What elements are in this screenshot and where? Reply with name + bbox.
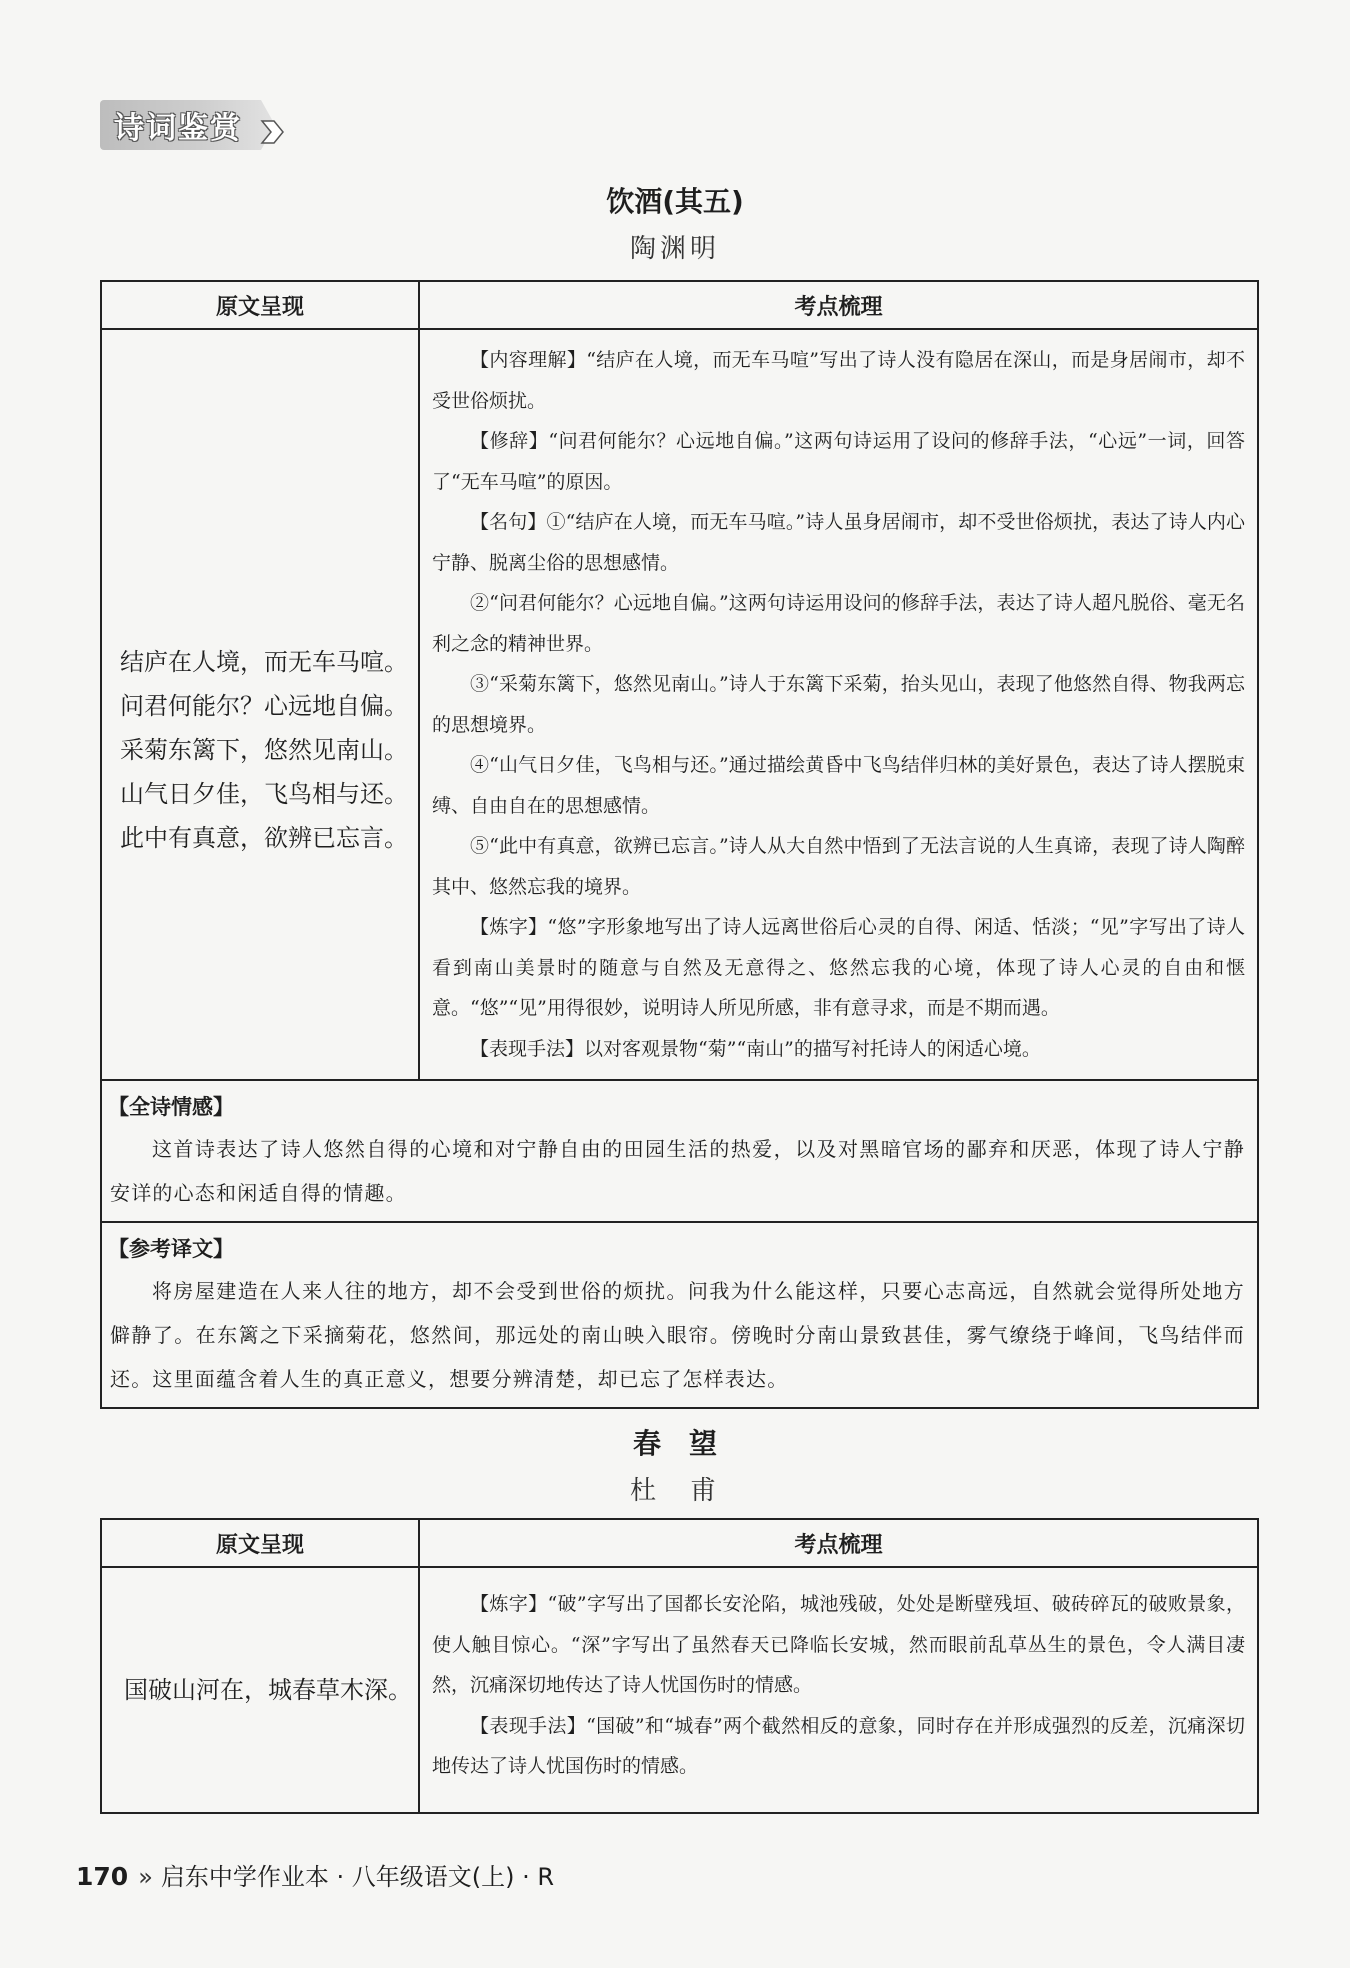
note-item xyxy=(432,583,1245,664)
poem1-table xyxy=(100,280,1259,1409)
note-tag: 【炼字】 xyxy=(470,1593,548,1615)
translation-text: 将房屋建造在人来人往的地方，却不会受到世俗的烦扰。问我为什么能这样，只要心志高远，自然就会觉得所处地方僻静了。在东篱之下采摘菊花，悠然间，那远处的南山映入眼帘。傍晚时分南山景致甚佳，雾气缭绕于峰间，飞鸟结伴而还。这里面蕴含着人生的真正意义，想要分辨清楚，却已忘了怎样表达。 xyxy=(110,1279,1245,1391)
chevron-right-icon xyxy=(258,118,286,146)
note-item xyxy=(432,907,1245,1029)
poem1-title: 饮酒(其五) xyxy=(606,185,744,218)
note-item xyxy=(432,340,1245,421)
note-text: ①“结庐在人境，而无车马喧。”诗人虽身居闹市，却不受世俗烦扰，表达了诗人内心宁静、脱离尘俗的思想感情。 xyxy=(432,511,1245,574)
note-text: “悠”字形象地写出了诗人远离世俗后心灵的自得、闲适、恬淡；“见”字写出了诗人看到南山美景时的随意与自然及无意得之、悠然忘我的心境，体现了诗人心灵的自由和惬意。“悠”“见”用得很妙，说明诗人所见所感，非有意寻求，而是不期而遇。 xyxy=(432,916,1245,1019)
emotion-text: 这首诗表达了诗人悠然自得的心境和对宁静自由的田园生活的热爱，以及对黑暗官场的鄙弃和厌恶，体现了诗人宁静安详的心态和闲适自得的情趣。 xyxy=(110,1137,1245,1205)
poem2-notes xyxy=(419,1567,1258,1813)
note-text: ②“问君何能尔？心远地自偏。”这两句诗运用设问的修辞手法，表达了诗人超凡脱俗、毫无名利之念的精神世界。 xyxy=(432,592,1245,655)
note-item xyxy=(432,421,1245,502)
note-item xyxy=(432,826,1245,907)
note-tag: 【表现手法】 xyxy=(470,1714,587,1737)
poem2-author: 杜 甫 xyxy=(629,1476,720,1506)
note-text: 以对客观景物“菊”“南山”的描写衬托诗人的闲适心境。 xyxy=(584,1037,1041,1060)
double-chevron-icon: » xyxy=(138,1863,153,1891)
note-text: “结庐在人境，而无车马喧”写出了诗人没有隐居在深山，而是身居闹市，却不受世俗烦扰。 xyxy=(432,349,1245,412)
poem-line: 采菊东篱下，悠然见南山。 xyxy=(120,735,408,764)
note-item xyxy=(432,1029,1245,1070)
note-text: “破”字写出了国都长安沦陷，城池残破，处处是断壁残垣、破砖碎瓦的破败景象，使人触目惊心。“深”字写出了虽然春天已降临长安城，然而眼前乱草丛生的景色，令人满目凄然，沉痛深切地传达了诗人忧国伤时的情感。 xyxy=(432,1593,1245,1696)
poem1-header-notes: 考点梳理 xyxy=(419,281,1258,329)
poem1-header-original: 原文呈现 xyxy=(101,281,419,329)
note-tag: 【表现手法】 xyxy=(470,1037,585,1060)
note-item xyxy=(432,1584,1245,1706)
poem-line: 问君何能尔？心远地自偏。 xyxy=(120,691,408,720)
poem2-header-original: 原文呈现 xyxy=(101,1519,419,1567)
poem1-author: 陶渊明 xyxy=(629,234,720,264)
poem1-translation-section xyxy=(101,1222,1258,1408)
poem2-original-text xyxy=(101,1567,419,1813)
note-tag: 【内容理解】 xyxy=(470,349,587,371)
poem-line: 山气日夕佳，飞鸟相与还。 xyxy=(120,779,408,808)
note-text: ③“采菊东篱下，悠然见南山。”诗人于东篱下采菊，抬头见山，表现了他悠然自得、物我两忘的思想境界。 xyxy=(432,673,1245,736)
poem-line: 国破山河在，城春草木深。 xyxy=(124,1676,412,1704)
note-text: ④“山气日夕佳，飞鸟相与还。”通过描绘黄昏中飞鸟结伴归林的美好景色，表达了诗人摆脱束缚、自由自在的思想感情。 xyxy=(432,754,1245,817)
note-item xyxy=(432,502,1245,583)
poem1-original-text xyxy=(101,329,419,1080)
note-text: “问君何能尔？心远地自偏。”这两句诗运用了设问的修辞手法，“心远”一词，回答了“无车马喧”的原因。 xyxy=(432,430,1245,493)
section-banner-title: 诗词鉴赏 xyxy=(114,111,242,146)
note-tag: 【名句】 xyxy=(470,511,547,533)
poem2-title: 春 望 xyxy=(632,1427,717,1460)
poem2-header-notes: 考点梳理 xyxy=(419,1519,1258,1567)
poem-line: 此中有真意，欲辨已忘言。 xyxy=(120,823,408,852)
emotion-heading: 【全诗情感】 xyxy=(108,1095,234,1119)
poem2-table xyxy=(100,1518,1259,1814)
page-number: 170 xyxy=(76,1862,129,1891)
note-text: “国破”和“城春”两个截然相反的意象，同时存在并形成强烈的反差，沉痛深切地传达了诗人忧国伤时的情感。 xyxy=(432,1714,1245,1777)
note-item xyxy=(432,1706,1245,1787)
note-item xyxy=(432,664,1245,745)
poem1-notes xyxy=(419,329,1258,1080)
poem-line: 结庐在人境，而无车马喧。 xyxy=(120,647,408,676)
book-title: 启东中学作业本 · 八年级语文(上) · R xyxy=(160,1863,555,1891)
note-item xyxy=(432,745,1245,826)
poem1-emotion-section xyxy=(101,1080,1258,1222)
page-footer xyxy=(76,1857,554,1892)
note-tag: 【修辞】 xyxy=(470,430,549,452)
translation-heading: 【参考译文】 xyxy=(108,1237,234,1261)
note-tag: 【炼字】 xyxy=(470,916,548,938)
note-text: ⑤“此中有真意，欲辨已忘言。”诗人从大自然中悟到了无法言说的人生真谛，表现了诗人陶醉其中、悠然忘我的境界。 xyxy=(432,835,1245,898)
